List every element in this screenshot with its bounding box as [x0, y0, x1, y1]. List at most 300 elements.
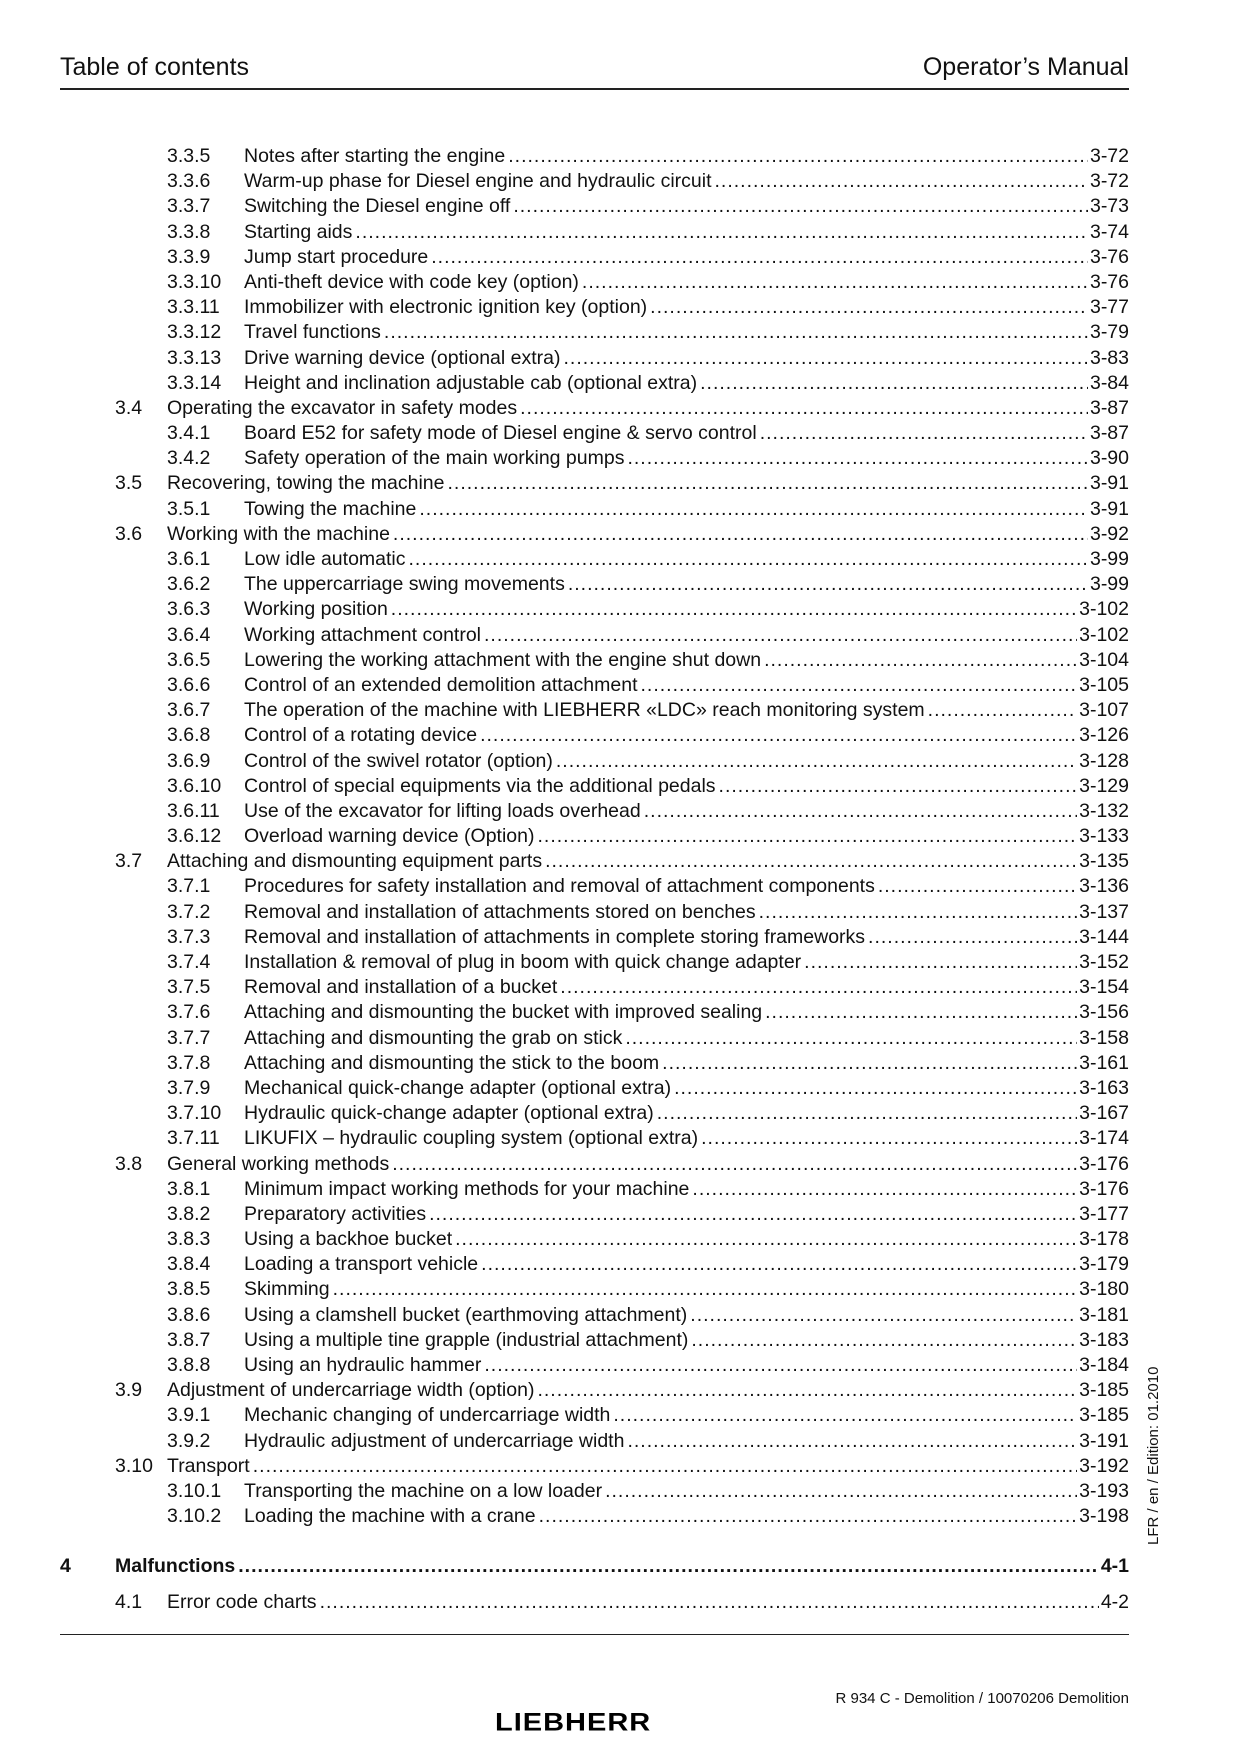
toc-entry[interactable]	[60, 824, 1129, 849]
toc-entry-text	[167, 522, 1129, 547]
toc-entry-number: 3.8.4	[167, 1253, 211, 1276]
toc-entry[interactable]	[60, 446, 1129, 471]
toc-entry[interactable]	[60, 1479, 1129, 1504]
toc-entry-text	[244, 572, 1129, 597]
toc-entry-title: Using an hydraulic hammer	[244, 1354, 482, 1376]
toc-entry[interactable]	[60, 295, 1129, 320]
toc-entry[interactable]	[60, 799, 1129, 824]
toc-entry-text	[244, 320, 1129, 345]
toc-entry-title: Removal and installation of attachments stored on benches	[244, 900, 756, 923]
toc-entry-text	[244, 270, 1129, 295]
toc-entry-title: General working methods	[167, 1152, 390, 1175]
dot-leader	[429, 1202, 1077, 1227]
toc-entry-number: 3.8.7	[167, 1328, 211, 1351]
toc-entry[interactable]	[60, 1000, 1129, 1025]
toc-entry-page: 3-178	[1079, 1228, 1129, 1251]
toc-entry-page: 3-102	[1079, 623, 1129, 646]
toc-entry-number: 3.7.2	[167, 900, 211, 923]
toc-entry-page: 3-133	[1079, 825, 1129, 848]
toc-entry-text	[244, 194, 1129, 219]
toc-entry[interactable]	[60, 421, 1129, 446]
toc-entry-page: 3-156	[1079, 1001, 1129, 1024]
toc-entry-title: Anti-theft device with code key (option)	[244, 270, 579, 293]
toc-entry[interactable]	[60, 1590, 1129, 1615]
toc-entry-title: Safety operation of the main working pumps	[244, 447, 625, 470]
toc-entry-number: 3.3.6	[167, 170, 211, 193]
dot-leader	[484, 1353, 1077, 1378]
toc-entry-title: Use of the excavator for lifting loads overhead	[244, 799, 641, 822]
toc-entry-number: 3.9.1	[167, 1404, 211, 1427]
toc-entry-text	[244, 1101, 1129, 1126]
toc-entry-number: 3.7.8	[167, 1051, 211, 1074]
toc-entry-text	[167, 1454, 1129, 1479]
toc-entry-title: Error code charts	[167, 1590, 317, 1613]
toc-entry-text	[244, 1202, 1129, 1227]
toc-entry-number: 3.8.6	[167, 1303, 211, 1326]
toc-entry-text	[244, 774, 1129, 799]
toc-entry[interactable]	[60, 1328, 1129, 1353]
toc-entry[interactable]	[60, 371, 1129, 396]
dot-leader	[484, 623, 1077, 648]
toc-entry-text	[244, 547, 1129, 572]
toc-entry[interactable]	[60, 900, 1129, 925]
dot-leader	[701, 1126, 1077, 1151]
toc-entry-title: Overload warning device (Option)	[244, 825, 535, 848]
dot-leader	[568, 572, 1088, 597]
toc-entry-text	[244, 623, 1129, 648]
dot-leader	[537, 1378, 1077, 1403]
toc-entry-number: 3.4	[115, 396, 143, 419]
toc-entry-number: 3.4.2	[167, 447, 211, 470]
toc-entry-number: 3.6.1	[167, 548, 211, 570]
toc-entry-text	[244, 1252, 1129, 1277]
toc-entry-title: Travel functions	[244, 321, 381, 344]
manual-title: Operator’s Manual	[922, 53, 1129, 81]
dot-leader	[690, 1303, 1077, 1328]
toc-entry-title: Hydraulic quick-change adapter (optional extra)	[244, 1102, 654, 1125]
dot-leader	[759, 900, 1077, 925]
toc-entry-number: 3.7.3	[167, 925, 211, 948]
toc-entry-page: 3-132	[1079, 799, 1129, 822]
toc-entry-title: Working position	[244, 598, 388, 621]
toc-entry-text	[244, 1504, 1129, 1529]
toc-entry[interactable]	[60, 1378, 1129, 1403]
toc-entry-number: 3.8.5	[167, 1278, 211, 1301]
toc-entry[interactable]	[60, 774, 1129, 799]
toc-entry-title: Board E52 for safety mode of Diesel engine & servo control	[244, 422, 757, 445]
toc-entry-page: 3-167	[1079, 1102, 1129, 1125]
toc-entry[interactable]	[60, 597, 1129, 622]
toc-entry-page: 3-77	[1089, 296, 1129, 319]
toc-entry-number: 3.3.5	[167, 145, 211, 167]
toc-entry-title: Transport	[167, 1454, 250, 1477]
dot-leader	[627, 446, 1088, 471]
toc-entry-text	[244, 799, 1129, 824]
toc-entry[interactable]	[60, 1504, 1129, 1529]
toc-entry-title: Attaching and dismounting the grab on stick	[244, 1026, 623, 1049]
toc-entry-text	[244, 900, 1129, 925]
toc-entry-title: Using a clamshell bucket (earthmoving attachment)	[244, 1303, 688, 1326]
liebherr-logo: LIEBHERR	[495, 1709, 652, 1737]
toc-entry-title: The operation of the machine with LIEBHERR «LDC» reach monitoring system	[244, 699, 925, 722]
toc-entry-page: 3-174	[1079, 1127, 1129, 1150]
dot-leader	[625, 1026, 1077, 1051]
dot-leader	[700, 371, 1088, 396]
toc-entry-page: 3-180	[1079, 1278, 1129, 1301]
toc-entry-number: 3.8.2	[167, 1202, 211, 1225]
toc-entry-number: 3.6.12	[167, 825, 222, 848]
dot-leader	[520, 396, 1088, 421]
toc-entry-page: 3-163	[1079, 1076, 1129, 1099]
toc-entry[interactable]	[60, 1101, 1129, 1126]
toc-entry-page: 3-128	[1079, 749, 1129, 772]
toc-entry-page: 3-192	[1079, 1454, 1129, 1477]
toc-entry-title: Malfunctions	[115, 1555, 236, 1578]
dot-leader	[392, 1152, 1077, 1177]
toc-entry-text	[244, 673, 1129, 698]
dot-leader	[545, 849, 1077, 874]
toc-entry-page: 3-198	[1079, 1505, 1129, 1528]
toc-entry[interactable]	[60, 1051, 1129, 1076]
toc-entry-text	[244, 346, 1129, 371]
dot-leader	[692, 1177, 1077, 1202]
toc-entry-text	[244, 1227, 1129, 1252]
toc-entry-page: 3-176	[1079, 1152, 1129, 1175]
toc-entry-text	[244, 1076, 1129, 1101]
dot-leader	[480, 723, 1077, 748]
dot-leader	[537, 824, 1077, 849]
toc-entry-text	[244, 824, 1129, 849]
toc-entry[interactable]	[60, 547, 1129, 572]
toc-entry-title: Transporting the machine on a low loader	[244, 1479, 603, 1502]
dot-leader	[481, 1252, 1077, 1277]
toc-entry[interactable]	[60, 471, 1129, 496]
section-title: Table of contents	[60, 53, 250, 81]
toc-entry-text	[244, 749, 1129, 774]
toc-entry-title: Low idle automatic	[244, 548, 406, 570]
toc-entry-text	[244, 1277, 1129, 1302]
toc-entry-title: Hydraulic adjustment of undercarriage width	[244, 1429, 625, 1452]
toc-entry-text	[244, 950, 1129, 975]
toc-entry[interactable]	[60, 270, 1129, 295]
toc-entry-page: 3-158	[1079, 1026, 1129, 1049]
toc-entry[interactable]	[60, 1554, 1129, 1579]
toc-entry-text	[244, 1177, 1129, 1202]
toc-entry[interactable]	[60, 245, 1129, 270]
toc-entry-title: Skimming	[244, 1278, 330, 1301]
toc-entry-number: 3.5.1	[167, 497, 211, 520]
toc-entry-number: 3.7.4	[167, 951, 211, 973]
toc-entry-page: 3-185	[1079, 1379, 1129, 1402]
toc-entry-number: 3.6	[115, 522, 143, 545]
toc-entry-page: 3-104	[1079, 648, 1129, 671]
toc-entry[interactable]	[60, 950, 1129, 975]
dot-leader	[253, 1454, 1077, 1479]
dot-leader	[513, 194, 1088, 219]
toc-entry-page: 3-193	[1079, 1479, 1129, 1502]
toc-entry-text	[167, 1378, 1129, 1403]
toc-entry-number: 3.3.13	[167, 346, 222, 369]
toc-entry-text	[244, 220, 1129, 245]
toc-entry[interactable]	[60, 749, 1129, 774]
toc-entry-text	[244, 925, 1129, 950]
toc-entry[interactable]	[60, 1076, 1129, 1101]
toc-entry-page: 3-79	[1089, 321, 1129, 344]
dot-leader	[650, 295, 1088, 320]
toc-entry-title: LIKUFIX – hydraulic coupling system (optional extra)	[244, 1127, 699, 1150]
toc-entry-number: 3.7.6	[167, 1001, 211, 1024]
toc-entry-number: 3.7.11	[167, 1127, 220, 1150]
dot-leader	[804, 950, 1077, 975]
toc-entry[interactable]	[60, 648, 1129, 673]
document-reference: R 934 C - Demolition / 10070206 Demolition	[835, 1690, 1129, 1707]
toc-entry-page: 3-176	[1079, 1177, 1129, 1200]
toc-entry-page: 3-73	[1089, 195, 1129, 218]
dot-leader	[393, 522, 1088, 547]
toc-entry[interactable]	[60, 497, 1129, 522]
toc-entry[interactable]	[60, 396, 1129, 421]
toc-entry[interactable]	[60, 975, 1129, 1000]
toc-entry-number: 3.9	[115, 1379, 143, 1402]
toc-entry-page: 3-105	[1079, 673, 1129, 696]
toc-entry-text	[244, 169, 1129, 194]
toc-entry-title: Loading the machine with a crane	[244, 1505, 536, 1528]
toc-entry-page: 3-99	[1089, 548, 1129, 570]
toc-entry-page: 3-181	[1079, 1303, 1129, 1326]
toc-entry-title: Mechanic changing of undercarriage width	[244, 1404, 611, 1427]
toc-entry[interactable]	[60, 925, 1129, 950]
dot-leader	[878, 874, 1077, 899]
toc-entry[interactable]	[60, 320, 1129, 345]
toc-entry-number: 3.7.10	[167, 1102, 222, 1125]
dot-leader	[355, 220, 1088, 245]
dot-leader	[563, 346, 1087, 371]
toc-entry-text	[167, 1152, 1129, 1177]
toc-entry-text	[244, 597, 1129, 622]
dot-leader	[508, 144, 1088, 169]
toc-entry-number: 3.7.1	[167, 875, 211, 898]
toc-entry-title: Installation & removal of plug in boom with quick change adapter	[244, 951, 802, 973]
toc-entry-page: 3-91	[1089, 497, 1129, 520]
dot-leader	[238, 1554, 1099, 1579]
toc-entry[interactable]	[60, 849, 1129, 874]
dot-leader	[613, 1403, 1077, 1428]
toc-entry-number: 3.3.11	[167, 296, 220, 319]
dot-leader	[928, 698, 1077, 723]
toc-entry[interactable]	[60, 1227, 1129, 1252]
toc-entry-page: 3-154	[1079, 976, 1129, 999]
toc-entry-page: 3-137	[1079, 900, 1129, 923]
toc-entry-page: 3-129	[1079, 774, 1129, 797]
toc-entry-title: Notes after starting the engine	[244, 145, 506, 167]
toc-entry-page: 3-90	[1089, 447, 1129, 470]
toc-entry-number: 3.3.9	[167, 245, 211, 268]
toc-entry-title: Loading a transport vehicle	[244, 1253, 479, 1276]
dot-leader	[765, 1000, 1077, 1025]
toc-entry[interactable]	[60, 723, 1129, 748]
toc-entry-text	[244, 874, 1129, 899]
toc-entry-page: 3-76	[1089, 245, 1129, 268]
dot-leader	[627, 1429, 1077, 1454]
toc-entry-number: 3.7.7	[167, 1026, 211, 1049]
toc-entry[interactable]	[60, 346, 1129, 371]
toc-entry[interactable]	[60, 623, 1129, 648]
toc-entry-title: Adjustment of undercarriage width (option)	[167, 1379, 535, 1402]
toc-entry-title: Switching the Diesel engine off	[244, 195, 511, 218]
toc-entry-page: 4-1	[1100, 1555, 1129, 1578]
toc-entry-page: 3-161	[1079, 1051, 1129, 1074]
table-of-contents	[60, 144, 1129, 1615]
toc-entry-number: 3.8	[115, 1152, 143, 1175]
toc-entry-page: 3-87	[1089, 422, 1129, 445]
toc-entry-title: Attaching and dismounting the bucket with improved sealing	[244, 1001, 763, 1024]
toc-entry[interactable]	[60, 1202, 1129, 1227]
toc-entry-title: Height and inclination adjustable cab (optional extra)	[244, 371, 698, 394]
toc-entry[interactable]	[60, 1403, 1129, 1428]
dot-leader	[657, 1101, 1077, 1126]
toc-entry-title: Lowering the working attachment with the engine shut down	[244, 648, 762, 671]
toc-entry-number: 3.3.8	[167, 220, 211, 243]
toc-entry-text	[244, 1026, 1129, 1051]
toc-entry-number: 3.6.9	[167, 749, 211, 772]
toc-entry[interactable]	[60, 1126, 1129, 1151]
toc-entry[interactable]	[60, 1152, 1129, 1177]
toc-entry-title: Working attachment control	[244, 623, 481, 646]
dot-leader	[556, 749, 1077, 774]
toc-entry-text	[244, 698, 1129, 723]
toc-entry-title: Using a multiple tine grapple (industrial attachment)	[244, 1328, 689, 1351]
toc-entry-title: Removal and installation of a bucket	[244, 976, 558, 999]
dot-leader	[391, 597, 1077, 622]
toc-entry[interactable]	[60, 673, 1129, 698]
dot-leader	[560, 975, 1077, 1000]
toc-entry-page: 3-83	[1089, 346, 1129, 369]
toc-entry-text	[244, 1429, 1129, 1454]
toc-entry-number: 3.8.1	[167, 1177, 211, 1200]
toc-entry-title: The uppercarriage swing movements	[244, 573, 565, 596]
toc-entry-text	[167, 1590, 1129, 1615]
dot-leader	[455, 1227, 1077, 1252]
toc-entry-text	[244, 1328, 1129, 1353]
dot-leader	[719, 774, 1078, 799]
toc-entry-text	[244, 446, 1129, 471]
toc-entry-number: 3.10.1	[167, 1479, 222, 1502]
page-header	[60, 52, 1129, 90]
toc-entry-text	[244, 1479, 1129, 1504]
toc-entry[interactable]	[60, 572, 1129, 597]
toc-entry[interactable]	[60, 1026, 1129, 1051]
dot-leader	[320, 1590, 1099, 1615]
toc-entry-page: 3-152	[1079, 951, 1129, 973]
dot-leader	[419, 497, 1088, 522]
toc-entry[interactable]	[60, 194, 1129, 219]
toc-entry[interactable]	[60, 220, 1129, 245]
toc-entry-page: 3-74	[1089, 220, 1129, 243]
dot-leader	[644, 799, 1077, 824]
toc-entry-page: 3-179	[1079, 1253, 1129, 1276]
toc-entry-title: Warm-up phase for Diesel engine and hydraulic circuit	[244, 170, 712, 193]
dot-leader	[674, 1076, 1077, 1101]
toc-entry-number: 3.3.7	[167, 195, 211, 218]
toc-entry[interactable]	[60, 1454, 1129, 1479]
toc-entry-page: 3-185	[1079, 1404, 1129, 1427]
toc-entry-title: Operating the excavator in safety modes	[167, 396, 518, 419]
toc-entry-number: 3.6.10	[167, 774, 222, 797]
toc-entry-number: 3.10	[115, 1454, 153, 1477]
toc-entry-number: 3.7	[115, 850, 143, 873]
dot-leader	[605, 1479, 1077, 1504]
toc-entry-text	[244, 1303, 1129, 1328]
toc-entry[interactable]	[60, 169, 1129, 194]
dot-leader	[715, 169, 1088, 194]
toc-entry-text	[167, 396, 1129, 421]
toc-entry-number: 3.6.2	[167, 573, 211, 596]
toc-entry-number: 4.1	[115, 1590, 143, 1613]
toc-entry-title: Control of an extended demolition attachment	[244, 673, 638, 696]
dot-leader	[409, 547, 1088, 572]
toc-entry-page: 3-183	[1079, 1328, 1129, 1351]
toc-entry-page: 3-102	[1079, 598, 1129, 621]
toc-entry-number: 3.10.2	[167, 1505, 222, 1528]
toc-entry[interactable]	[60, 522, 1129, 547]
dot-leader	[868, 925, 1077, 950]
edition-note: LFR / en / Edition: 01.2010	[1145, 1366, 1162, 1545]
toc-entry[interactable]	[60, 698, 1129, 723]
toc-entry-number: 3.6.4	[167, 623, 211, 646]
toc-entry-number: 3.4.1	[167, 422, 211, 445]
toc-entry-number: 3.3.12	[167, 321, 222, 344]
toc-entry-number: 3.8.3	[167, 1228, 211, 1251]
toc-entry-text	[244, 1126, 1129, 1151]
toc-entry-title: Control of the swivel rotator (option)	[244, 749, 553, 772]
toc-entry-number: 3.9.2	[167, 1429, 211, 1452]
toc-entry-text	[244, 1403, 1129, 1428]
toc-entry-page: 3-136	[1079, 875, 1129, 898]
toc-entry-text	[244, 245, 1129, 270]
toc-entry-page: 3-92	[1089, 522, 1129, 545]
toc-entry-number: 3.3.14	[167, 371, 222, 394]
toc-entry-text	[115, 1554, 1129, 1579]
toc-entry[interactable]	[60, 144, 1129, 169]
toc-entry-number: 3.6.11	[167, 799, 220, 822]
toc-entry-number: 3.6.7	[167, 699, 211, 722]
toc-entry[interactable]	[60, 1303, 1129, 1328]
dot-leader	[691, 1328, 1077, 1353]
toc-entry-title: Starting aids	[244, 220, 353, 243]
toc-entry-text	[167, 471, 1129, 496]
dot-leader	[448, 471, 1088, 496]
toc-entry-number: 3.3.10	[167, 270, 222, 293]
toc-entry-page: 3-107	[1079, 699, 1129, 722]
toc-entry[interactable]	[60, 1252, 1129, 1277]
toc-entry-title: Control of a rotating device	[244, 724, 478, 747]
toc-entry-number: 3.7.9	[167, 1076, 211, 1099]
toc-entry[interactable]	[60, 1353, 1129, 1378]
toc-entry[interactable]	[60, 1429, 1129, 1454]
toc-entry-page: 3-84	[1089, 371, 1129, 394]
toc-entry-title: Control of special equipments via the additional pedals	[244, 774, 716, 797]
toc-entry-number: 3.7.5	[167, 976, 211, 999]
toc-entry[interactable]	[60, 874, 1129, 899]
toc-entry-title: Preparatory activities	[244, 1202, 427, 1225]
toc-entry-title: Recovering, towing the machine	[167, 472, 445, 495]
toc-entry[interactable]	[60, 1277, 1129, 1302]
toc-entry[interactable]	[60, 1177, 1129, 1202]
toc-entry-page: 3-126	[1079, 724, 1129, 747]
toc-entry-title: Towing the machine	[244, 497, 417, 520]
dot-leader	[333, 1277, 1078, 1302]
toc-entry-page: 3-87	[1089, 396, 1129, 419]
